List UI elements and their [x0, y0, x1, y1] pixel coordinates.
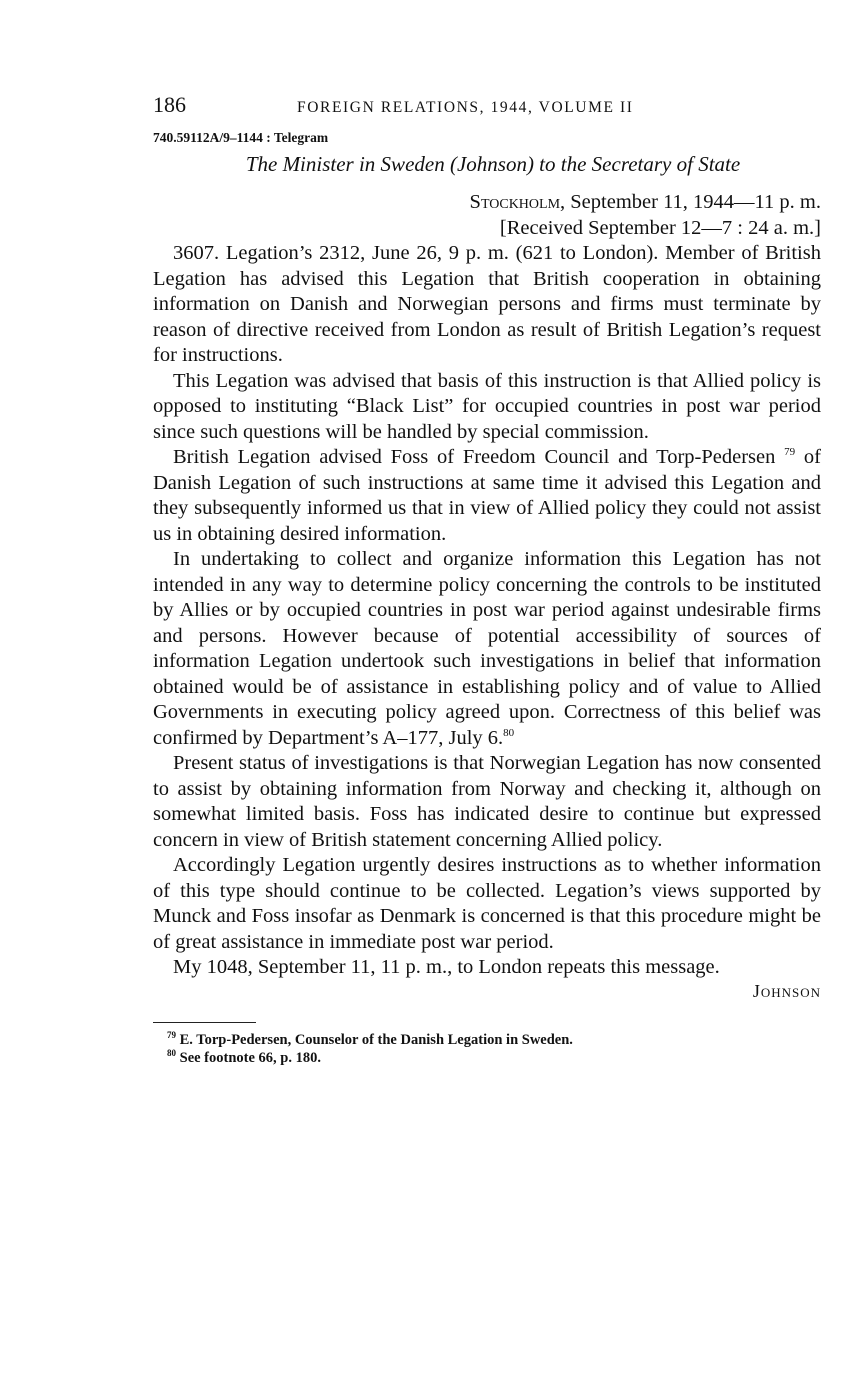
page-number: 186 — [153, 92, 186, 117]
footnote-reference: 80 — [503, 726, 515, 739]
running-title: FOREIGN RELATIONS, 1944, VOLUME II — [297, 99, 634, 116]
paragraph: British Legation advised Foss of Freedom Council and Torp-Pedersen $^{79}$ of Danish Legation of such instructions at same time it advised this Legation and they subsequently informed us that in view of Allied policy they could not assist us in obtaining desired information. — [153, 446, 822, 545]
paragraph: Present status of investigations is that Norwegian Legation has now consented to assist by obtaining information from Norway and checking it, although on somewhat limited basis. Foss has indicated desire to continue but expressed concern in view of British statement concerning Allied policy. — [153, 752, 821, 851]
paragraph: My 1048, September 11, 11 p. m., to London repeats this message. — [173, 956, 720, 978]
dateline — [153, 189, 821, 241]
footnote-divider — [153, 1022, 256, 1023]
footnote-text: E. Torp-Pedersen, Counselor of the Danish Legation in Sweden. — [176, 1031, 573, 1048]
paragraph: This Legation was advised that basis of this instruction is that Allied policy is opposed to instituting “Black List” for occupied countries in post war period since such questions will be handled by special commission. — [153, 369, 821, 443]
signature: Johnson — [752, 980, 821, 1001]
footnote-reference: 79 — [784, 446, 796, 458]
sent-date: September 11, 1944—11 p. m. — [565, 191, 821, 213]
sent-line — [153, 189, 821, 215]
paragraph: Accordingly Legation urgently desires instructions as to whether information of this type should continue to be collected. Legation’s views supported by Munck and Foss insofar as Denmark is concerned is that this procedure might be of great assistance in immediate post war period. — [153, 854, 821, 953]
footnotes — [153, 1031, 821, 1067]
footnote — [167, 1031, 821, 1049]
paragraph: In undertaking to collect and organize information this Legation has not intended in any way to determine policy concerning the controls to be instituted by Allies or by occupied countries in post war period against undesirable firms and persons. However because of potential accessibility of sources of information Legation undertook such investigations in belief that information obtained would be of assistance in establishing policy and of value to Allied Governments in executing policy agreed upon. Correctness of this belief was confirmed by Department’s A–177, July 6.80 — [153, 548, 821, 749]
footnote-mark: 79 — [167, 1029, 176, 1040]
document-page — [153, 92, 821, 1067]
running-head — [153, 92, 821, 122]
file-reference: 740.59112A/9–1144 : Telegram — [153, 130, 329, 145]
document-title: The Minister in Sweden (Johnson) to the Secretary of State — [245, 152, 741, 176]
paragraph: 3607. Legation’s 2312, June 26, 9 p. m. (621 to London). Member of British Legation has advised this Legation that British cooperation in obtaining information on Danish and Norwegian persons and firms must terminate by reason of directive received from London as result of British Legation’s request for instructions. — [153, 242, 821, 366]
telegram-body — [153, 241, 821, 981]
footnote-text: See footnote 66, p. 180. — [176, 1049, 321, 1066]
place-name: Stockholm, — [469, 191, 566, 213]
footnote — [167, 1049, 821, 1067]
footnote-mark: 80 — [167, 1047, 176, 1058]
received-line: [Received September 12—7 : 24 a. m.] — [499, 217, 821, 239]
